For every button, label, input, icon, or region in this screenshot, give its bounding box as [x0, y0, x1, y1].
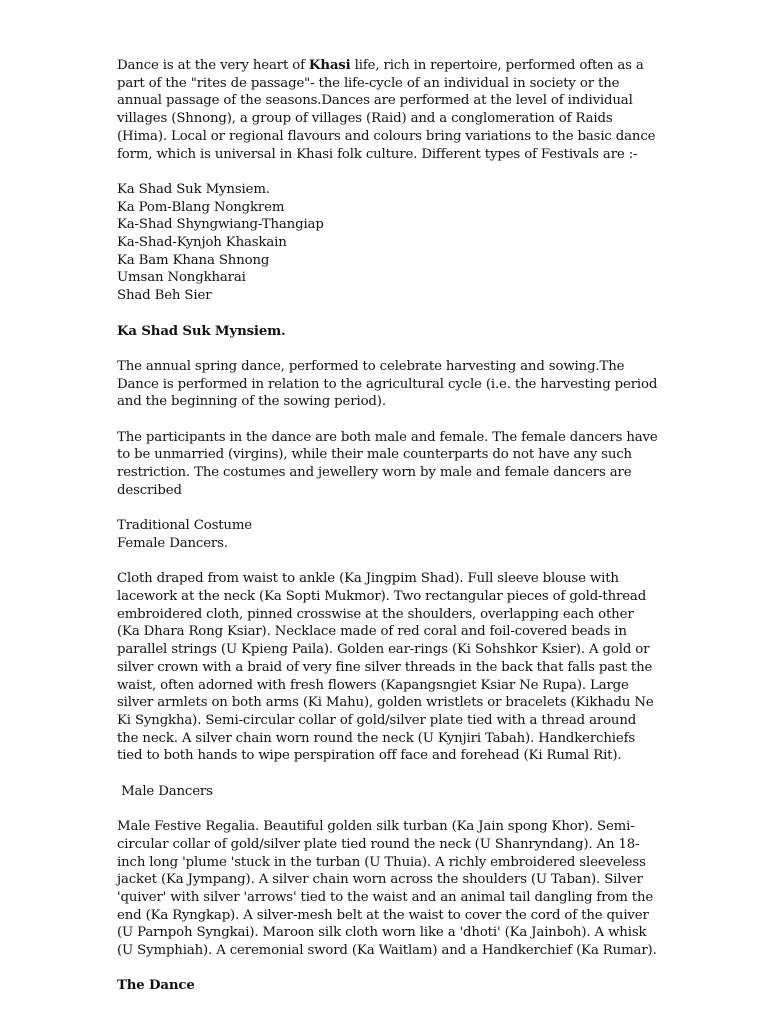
intro-text-rest: life, rich in repertoire, performed often as a part of the "rites de passage"- the life-cycle of an individual in society or the annual passage of the seasons.Dances are performed at the level of individual villages (Shnong), a group of villages (Raid) and a conglomeration of Raids (Hima). Local or regional flavours and colours bring variations to the basic dance form, which is universal in Khasi folk culture. Different types of Festivals are :- [117, 58, 656, 162]
intro-text-start: Dance is at the very heart of [117, 58, 309, 73]
festival-item: Ka Shad Suk Mynsiem. [117, 181, 270, 197]
festival-item: Shad Beh Sier [117, 288, 212, 304]
participants-paragraph: The participants in the dance are both male and female. The female dancers have to be unmarried (virgins), while their male counterparts do not have any such restriction. The costumes and jewellery worn by male and female dancers are described [117, 429, 658, 498]
male-costume-paragraph: Male Festive Regalia. Beautiful golden silk turban (Ka Jain spong Khor). Semi-circular collar of gold/silver plate tied round the neck (U Shanryndang). An 18-inch long 'plume 'stuck in the turban (U Thuia). A richly embroidered sleeveless jacket (Ka Jympang). A silver chain worn across the shoulders (U Taban). Silver 'quiver' with silver 'arrows' tied to the waist and an animal tail dangling from the end (Ka Ryngkap). A silver-mesh belt at the waist to cover the cord of the quiver (U Parnpoh Syngkai). Maroon silk cloth worn like a 'dhoti' (Ka Jainboh). A whisk (U Symphiah). A ceremonial sword (Ka Waitlam) and a Handkerchief (Ka Rumar). [117, 819, 657, 959]
female-costume-paragraph: Cloth draped from waist to ankle (Ka Jingpim Shad). Full sleeve blouse with lacework at the neck (Ka Sopti Mukmor). Two rectangular pieces of gold-thread embroidered cloth, pinned crosswise at the shoulders, overlapping each other (Ka Dhara Rong Ksiar). Necklace made of red coral and foil-covered beads in parallel strings (U Kpieng Paila). Golden ear-rings (Ki Sohshkor Ksier). A gold or silver crown with a braid of very fine silver threads in the back that falls past the waist, often adorned with fresh flowers (Kapangsngiet Ksiar Ne Rupa). Large silver armlets on both arms (Ki Mahu), golden wristlets or bracelets (Kikhadu Ne Ki Syngkha). Semi-circular collar of gold/silver plate tied with a thread around the neck. A silver chain worn round the neck (U Kynjiri Tabah). Handkerchiefs tied to both hands to wipe perspiration off face and forehead (Ki Rumal Rit). [117, 571, 654, 764]
festival-item: Ka-Shad-Kynjoh Khaskain [117, 235, 287, 251]
male-dancers-label: Male Dancers [117, 783, 213, 799]
costume-label: Traditional Costume [117, 518, 253, 534]
spring-dance-paragraph: The annual spring dance, performed to celebrate harvesting and sowing.The Dance is performed in relation to the agricultural cycle (i.e. the harvesting period and the beginning of the sowing period). [117, 358, 658, 410]
section-heading-the-dance: The Dance [117, 978, 195, 994]
section-heading-shad-suk-mynsiem: Ka Shad Suk Mynsiem. [117, 323, 286, 339]
intro-paragraph [117, 57, 658, 163]
festival-item: Ka Pom-Blang Nongkrem [117, 199, 285, 215]
festival-list [117, 181, 658, 305]
festival-item: Ka-Shad Shyngwiang-Thangiap [117, 217, 324, 233]
festival-item: Umsan Nongkharai [117, 270, 246, 286]
intro-bold-khasi: Khasi [308, 58, 351, 73]
female-dancers-label: Female Dancers. [117, 535, 228, 551]
festival-item: Ka Bam Khana Shnong [117, 252, 270, 268]
